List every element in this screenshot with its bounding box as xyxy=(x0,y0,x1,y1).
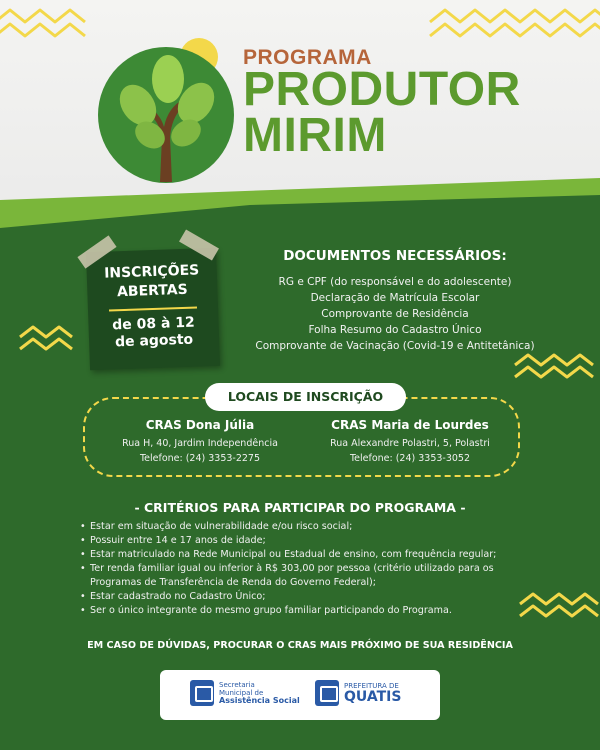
city-emblem-icon xyxy=(315,680,339,706)
tree-icon xyxy=(98,47,234,183)
criteria-item: • Estar cadastrado no Cadastro Único; xyxy=(80,590,540,604)
tree-logo xyxy=(98,47,234,183)
logo2-line1: PREFEITURA DE xyxy=(344,682,399,690)
logo2-line2: QUATIS xyxy=(344,689,402,705)
program-label: PROGRAMA xyxy=(243,46,372,69)
zigzag-top-right-2 xyxy=(430,24,600,36)
criteria-title: - CRITÉRIOS PARA PARTICIPAR DO PROGRAMA - xyxy=(134,500,466,515)
document-item: Folha Resumo do Cadastro Único xyxy=(308,324,482,336)
logo1-line3: Assistência Social xyxy=(219,696,300,705)
registration-note xyxy=(86,248,220,370)
program-title-line1: PRODUTOR xyxy=(243,63,521,116)
criteria-item: • Estar em situação de vulnerabilidade e/ou risco social; xyxy=(80,520,540,534)
note-dates2: de agosto xyxy=(114,331,194,351)
document-item: Declaração de Matrícula Escolar xyxy=(310,292,480,304)
assistencia-social-logo xyxy=(190,680,300,706)
criteria-list xyxy=(80,520,540,618)
cras-card xyxy=(305,418,515,466)
logo1-line2: Municipal de xyxy=(219,689,264,697)
document-item: Comprovante de Vacinação (Covid-19 e Antitetânica) xyxy=(255,340,535,352)
cras-card xyxy=(100,418,300,466)
criteria-item: • Ter renda familiar igual ou inferior à R$ 303,00 por pessoa (critério utilizado para os Programas de Transferência de Renda do Governo Federal); xyxy=(80,562,540,590)
document-item: RG e CPF (do responsável e do adolescente) xyxy=(278,276,512,288)
zigzag-top-right-1 xyxy=(430,10,600,22)
doubts-notice: EM CASO DE DÚVIDAS, PROCURAR O CRAS MAIS PRÓXIMO DE SUA RESIDÊNCIA xyxy=(87,640,513,651)
note-line2: ABERTAS xyxy=(116,281,188,301)
criteria-item: • Ser o único integrante do mesmo grupo familiar participando do Programa. xyxy=(80,604,540,618)
cras-phone: Telefone: (24) 3353-3052 xyxy=(349,453,471,464)
note-divider xyxy=(109,306,197,311)
note-dates1: de 08 à 12 xyxy=(111,314,196,334)
documents-title: DOCUMENTOS NECESSÁRIOS: xyxy=(283,248,507,264)
cras-address: Rua Alexandre Polastri, 5, Polastri xyxy=(330,438,490,449)
city-emblem-icon xyxy=(190,680,214,706)
locations-title: LOCAIS DE INSCRIÇÃO xyxy=(205,383,406,411)
document-item: Comprovante de Residência xyxy=(321,308,469,320)
program-title-line2: MIRIM xyxy=(243,109,387,162)
cras-phone: Telefone: (24) 3353-2275 xyxy=(139,453,261,464)
logo1-line1: Secretaria xyxy=(219,681,255,689)
cras-address: Rua H, 40, Jardim Independência xyxy=(122,438,278,449)
cras-name: CRAS Dona Júlia xyxy=(145,418,255,432)
note-line1: INSCRIÇÕES xyxy=(103,262,200,282)
documents-list xyxy=(250,274,540,354)
prefeitura-quatis-logo xyxy=(315,680,401,706)
zigzag-top-left-1 xyxy=(0,10,85,22)
zigzag-top-left-2 xyxy=(0,24,85,36)
footer-logos xyxy=(160,670,440,720)
cras-name: CRAS Maria de Lourdes xyxy=(331,418,489,432)
criteria-item: • Possuir entre 14 e 17 anos de idade; xyxy=(80,534,540,548)
criteria-item: • Estar matriculado na Rede Municipal ou Estadual de ensino, com frequência regular; xyxy=(80,548,540,562)
